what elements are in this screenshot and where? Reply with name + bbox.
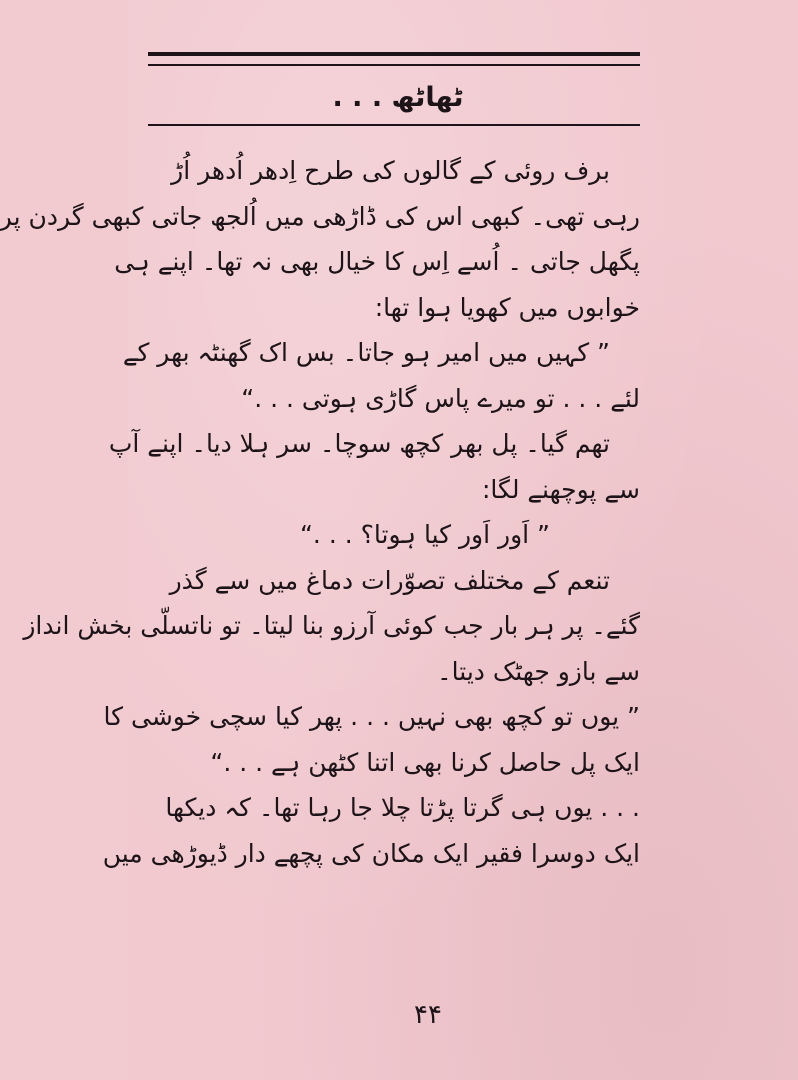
- text-line: خوابوں میں کھویا ہوا تھا:: [374, 292, 640, 322]
- header-thick-rule: [148, 52, 640, 56]
- text-line: ” اَور اَور کیا ہوتا؟ . . .“: [299, 520, 550, 549]
- header-thin-rule: [148, 64, 640, 66]
- text-line: ایک دوسرا فقیر ایک مکان کی پچھے دار ڈیوڑھی میں: [102, 838, 640, 868]
- text-line: ایک پل حاصل کرنا بھی اتنا کٹھن ہے . . .“: [210, 747, 640, 777]
- text-line: تنعم کے مختلف تصوّرات دماغ میں سے گذر: [169, 565, 610, 595]
- text-line: ” کہیں میں امیر ہو جاتا۔ بس اک گھنٹہ بھر کے: [122, 338, 610, 367]
- body-text: [0, 148, 640, 876]
- header-underline-rule: [148, 124, 640, 126]
- text-line: سے بازو جھٹک دیتا۔: [437, 656, 640, 686]
- text-line: . . . یوں ہی گرتا پڑتا چلا جا رہا تھا۔ کہ دیکھا: [165, 793, 640, 822]
- text-line: ” یوں تو کچھ بھی نہیں . . . پھر کیا سچی خوشی کا: [103, 702, 640, 731]
- page-number: ۴۴: [414, 1000, 442, 1030]
- text-line: لئے . . . تو میرے پاس گاڑی ہوتی . . .“: [241, 383, 640, 413]
- text-line: پگھل جاتی ۔ اُسے اِس کا خیال بھی نہ تھا۔ اپنے ہی: [114, 247, 640, 276]
- running-header-title: ٹھاٹھ . . .: [332, 82, 464, 113]
- text-line: رہی تھی۔ کبھی اس کی ڈاڑھی میں اُلجھ جاتی کبھی گردن پر: [0, 201, 640, 231]
- text-line: گئے۔ پر ہر بار جب کوئی آرزو بنا لیتا۔ تو ناتسلّی بخش انداز: [23, 611, 640, 640]
- text-line: برف روئی کے گالوں کی طرح اِدھر اُدھر اُڑ: [171, 156, 610, 185]
- text-line: سے پوچھنے لگا:: [482, 474, 640, 504]
- text-line: تھم گیا۔ پل بھر کچھ سوچا۔ سر ہلا دیا۔ اپنے آپ: [108, 429, 610, 458]
